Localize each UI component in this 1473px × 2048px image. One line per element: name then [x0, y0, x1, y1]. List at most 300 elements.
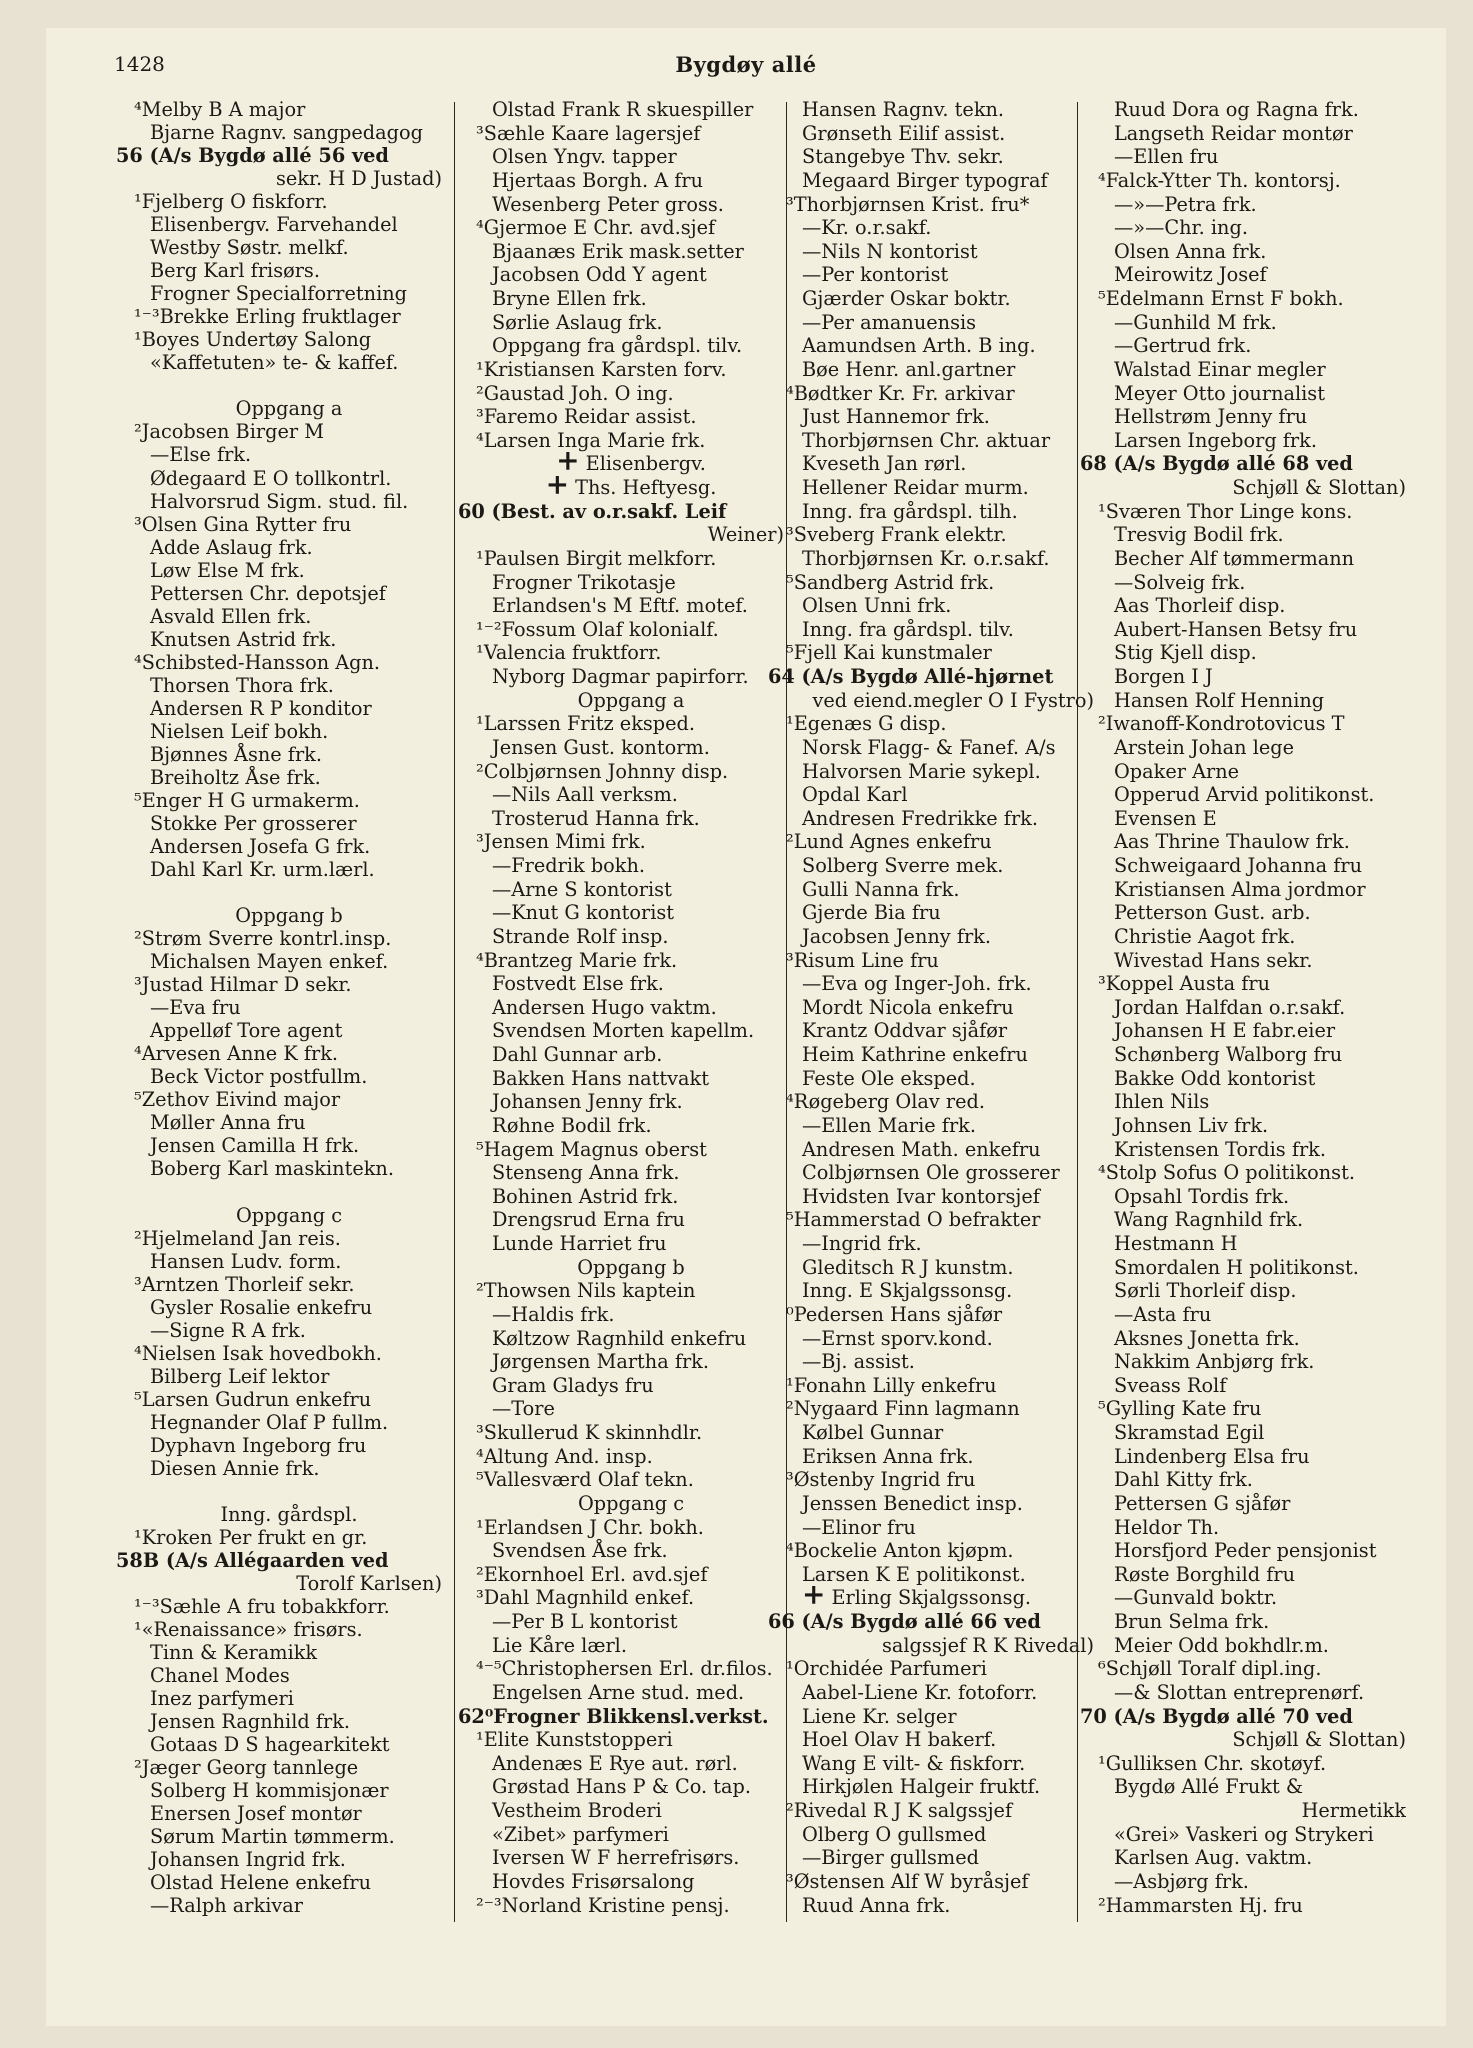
entry-text: 66 (A/s Bygdø allé 66 ved [768, 1610, 1041, 1633]
house-number-entry [768, 665, 1094, 689]
resident-entry [768, 1019, 1094, 1043]
entry-text: Frogner Specialforretning [150, 282, 407, 306]
section-heading [458, 1492, 784, 1516]
resident-entry [768, 807, 1094, 831]
resident-entry [768, 1208, 1094, 1232]
entry-text: Gjærder Oskar boktr. [802, 287, 1011, 310]
resident-entry [1080, 1067, 1406, 1091]
entry-text: Jenssen Benedict insp. [802, 1491, 1023, 1515]
resident-entry [1080, 1138, 1406, 1162]
entry-text: Inng. fra gårdspl. tilh. [802, 499, 1018, 523]
resident-entry [458, 925, 784, 949]
entry-text: Hellener Reidar murm. [802, 476, 1029, 499]
resident-entry [768, 429, 1094, 453]
resident-entry [1080, 1634, 1406, 1658]
entry-text: Grønseth Eilif assist. [802, 121, 1006, 145]
resident-entry [768, 996, 1094, 1020]
entry-text: Vestheim Broderi [492, 1799, 662, 1822]
resident-entry [458, 949, 784, 973]
resident-entry [768, 216, 1094, 240]
resident-entry [116, 1848, 442, 1871]
resident-entry [116, 858, 442, 881]
resident-entry [1080, 1445, 1406, 1469]
resident-entry [768, 145, 1094, 169]
resident-entry [458, 1586, 784, 1610]
entry-text: Inng. gårdspl. [220, 1502, 358, 1526]
entry-text: Thorsen Thora frk. [150, 673, 334, 697]
resident-entry [1080, 358, 1406, 382]
entry-text: Kristiansen Alma jordmor [1114, 877, 1366, 901]
resident-entry [1080, 760, 1406, 784]
entry-text: Gleditsch R J kunstm. [802, 1255, 1014, 1279]
entry-text: Jensen Camilla H frk. [150, 1134, 360, 1158]
resident-entry [458, 334, 784, 358]
resident-entry [116, 1227, 442, 1250]
entry-text: Weiner) [707, 523, 784, 547]
resident-entry [116, 766, 442, 789]
resident-entry [1080, 1208, 1406, 1232]
entry-text: Lindenberg Elsa fru [1114, 1444, 1310, 1468]
resident-entry [768, 783, 1094, 807]
entry-text: ⁴Altung And. insp. [476, 1444, 653, 1468]
entry-text: «Grei» Vaskeri og Strykeri [1114, 1822, 1374, 1846]
resident-entry [116, 605, 442, 628]
entry-text: ²⁻³Norland Kristine pensj. [476, 1893, 730, 1917]
resident-entry [458, 712, 784, 736]
resident-entry [458, 1327, 784, 1351]
resident-entry [458, 901, 784, 925]
entry-text: ⁵Larsen Gudrun enkefru [134, 1387, 372, 1411]
entry-text: ⁴Stolp Sofus O politikonst. [1098, 1161, 1355, 1185]
entry-text: Becher Alf tømmermann [1114, 546, 1355, 570]
resident-entry [116, 559, 442, 582]
entry-text: Andersen Josefa G frk. [150, 835, 371, 858]
resident-entry [768, 476, 1094, 500]
resident-entry [116, 628, 442, 651]
entry-text: —Eva fru [150, 996, 241, 1020]
entry-text: Oppgang a [235, 397, 343, 421]
entry-text: —Else frk. [150, 443, 252, 467]
entry-text: —Ellen fru [1114, 145, 1219, 169]
house-number-entry [768, 1610, 1094, 1634]
entry-text: ³Olsen Gina Rytter fru [134, 512, 352, 536]
entry-text: Trosterud Hanna frk. [492, 806, 700, 830]
entry-text: Evensen E [1114, 806, 1217, 830]
resident-entry [458, 1799, 784, 1823]
entry-text: Schjøll & Slottan) [1232, 1728, 1406, 1752]
resident-entry [458, 1728, 784, 1752]
resident-entry [458, 1445, 784, 1469]
resident-entry [768, 1185, 1094, 1209]
entry-text: Olstad Frank R skuespiller [492, 98, 754, 121]
entry-text: Skramstad Egil [1114, 1421, 1265, 1444]
resident-entry [458, 807, 784, 831]
entry-text: —Asta fru [1114, 1302, 1212, 1326]
entry-text: Elisenbergv. Farvehandel [150, 213, 398, 237]
street-crossing-icon: + [556, 452, 580, 476]
resident-entry [1080, 429, 1406, 453]
resident-entry [116, 420, 442, 443]
entry-text: Stokke Per grosserer [150, 811, 357, 835]
blank-line [116, 1180, 442, 1203]
entry-text: Møller Anna fru [150, 1111, 306, 1135]
entry-text: Kristensen Tordis frk. [1114, 1137, 1326, 1161]
entry-text: —Knut G kontorist [492, 901, 675, 925]
resident-entry [768, 452, 1094, 476]
resident-entry [116, 720, 442, 743]
section-heading [458, 476, 784, 500]
entry-text: Walstad Einar megler [1114, 357, 1326, 381]
resident-entry [116, 1595, 442, 1618]
resident-entry [458, 122, 784, 146]
entry-text: Nakkim Anbjørg frk. [1114, 1350, 1315, 1374]
resident-entry [768, 263, 1094, 287]
resident-entry [1080, 405, 1406, 429]
directory-column-3 [768, 98, 1094, 1917]
resident-entry [116, 1411, 442, 1434]
blank-line [116, 374, 442, 397]
entry-text: ¹Erlandsen J Chr. bokh. [476, 1515, 704, 1539]
entry-text: ¹Elite Kunststopperi [476, 1728, 673, 1752]
resident-entry [1080, 1775, 1406, 1799]
resident-entry [1080, 594, 1406, 618]
entry-text: Michalsen Mayen enkef. [150, 950, 389, 974]
entry-text: Hirkjølen Halgeir fruktf. [802, 1775, 1041, 1799]
entry-text: ²Iwanoff-Kondrotovicus T [1098, 712, 1345, 736]
house-number-entry [116, 1549, 442, 1572]
resident-entry [1080, 193, 1406, 217]
entry-text: Bryne Ellen frk. [492, 287, 647, 310]
resident-entry [768, 169, 1094, 193]
entry-text: —Kr. o.r.sakf. [802, 216, 932, 240]
entry-text: ⁵Zethov Eivind major [134, 1088, 341, 1112]
resident-entry [1080, 1019, 1406, 1043]
resident-entry [1080, 500, 1406, 524]
resident-entry [458, 1279, 784, 1303]
resident-entry [1080, 1350, 1406, 1374]
resident-entry [458, 1894, 784, 1918]
entry-text: —Per B L kontorist [492, 1610, 678, 1633]
resident-entry [768, 1067, 1094, 1091]
entry-text: sekr. H D Justad) [275, 167, 442, 191]
resident-entry [768, 1397, 1094, 1421]
entry-text: ²Gaustad Joh. O ing. [476, 381, 674, 405]
entry-text: Ødegaard E O tollkontrl. [150, 466, 392, 490]
resident-entry [458, 1090, 784, 1114]
resident-entry [768, 1894, 1094, 1918]
resident-entry [458, 358, 784, 382]
entry-text: —»—Petra frk. [1114, 192, 1257, 216]
resident-entry [768, 1090, 1094, 1114]
entry-text: ¹Sværen Thor Linge kons. [1098, 499, 1353, 523]
entry-text: Meirowitz Josef [1114, 263, 1267, 287]
entry-text: Meier Odd bokhdlr.m. [1114, 1633, 1329, 1657]
resident-entry [768, 1256, 1094, 1280]
entry-text: —Fredrik bokh. [492, 854, 646, 877]
resident-entry [768, 901, 1094, 925]
entry-text: ⁴Larsen Inga Marie frk. [476, 428, 706, 452]
resident-entry [458, 1516, 784, 1540]
resident-entry [458, 263, 784, 287]
resident-entry [116, 1894, 442, 1917]
entry-text: ²Thowsen Nils kaptein [476, 1279, 696, 1303]
entry-text: ⁴Melby B A major [134, 98, 306, 121]
entry-text: Kveseth Jan rørl. [802, 452, 967, 476]
entry-text: Stig Kjell disp. [1114, 641, 1257, 665]
entry-text: Borgen I J [1114, 665, 1213, 688]
entry-text: ¹Boyes Undertøy Salong [134, 328, 372, 352]
entry-text: Jørgensen Martha frk. [492, 1350, 709, 1374]
resident-entry [768, 1374, 1094, 1398]
resident-entry [458, 523, 784, 547]
entry-text: Røste Borghild fru [1114, 1562, 1295, 1586]
entry-text: Johansen Jenny frk. [492, 1090, 683, 1114]
resident-entry [1080, 1539, 1406, 1563]
entry-text: —Ralph arkivar [150, 1894, 303, 1918]
entry-text: «Zibet» parfymeri [492, 1822, 669, 1846]
resident-entry [458, 193, 784, 217]
entry-text: 58B (A/s Allégaarden ved [116, 1548, 389, 1572]
entry-text: Olsen Yngv. tapper [492, 145, 677, 169]
section-heading [458, 1256, 784, 1280]
entry-text: ¹Larssen Fritz eksped. [476, 712, 696, 736]
resident-entry [768, 712, 1094, 736]
entry-text: Ihlen Nils [1114, 1090, 1210, 1114]
entry-text: Westby Søstr. melkf. [150, 236, 349, 260]
resident-entry [458, 1775, 784, 1799]
resident-entry [116, 1572, 442, 1595]
resident-entry [1080, 712, 1406, 736]
section-heading [116, 397, 442, 420]
resident-entry [116, 950, 442, 973]
resident-entry [768, 1539, 1094, 1563]
entry-text: Kølbel Gunnar [802, 1421, 944, 1444]
resident-entry [768, 878, 1094, 902]
entry-text: Bakken Hans nattvakt [492, 1066, 709, 1090]
resident-entry [768, 193, 1094, 217]
resident-entry [768, 641, 1094, 665]
resident-entry [768, 547, 1094, 571]
entry-text: ⁵Gylling Kate fru [1098, 1397, 1262, 1421]
entry-text: ²Jæger Georg tannlege [134, 1756, 359, 1780]
entry-text: ⁴Bødtker Kr. Fr. arkivar [786, 381, 1015, 405]
resident-entry [116, 1710, 442, 1733]
resident-entry [116, 1296, 442, 1319]
resident-entry [1080, 287, 1406, 311]
entry-text: ³Sæhle Kaare lagersjef [476, 121, 701, 145]
resident-entry [1080, 1492, 1406, 1516]
entry-text: ⁵Edelmann Ernst F bokh. [1098, 287, 1344, 310]
resident-entry [1080, 1846, 1406, 1870]
entry-text: ⁰Pedersen Hans sjåfør [786, 1302, 1003, 1326]
resident-entry [1080, 334, 1406, 358]
resident-entry [116, 1434, 442, 1457]
entry-text: Torolf Karlsen) [296, 1572, 442, 1595]
entry-text: Andresen Math. enkefru [802, 1137, 1041, 1161]
resident-entry [768, 311, 1094, 335]
resident-entry [116, 1134, 442, 1157]
entry-text: Dahl Karl Kr. urm.lærl. [150, 858, 375, 882]
resident-entry [1080, 1799, 1406, 1823]
entry-text: Oppgang fra gårdspl. tilv. [492, 334, 743, 358]
entry-text: Just Hannemor frk. [802, 405, 990, 429]
entry-text: Sveass Rolf [1114, 1373, 1227, 1397]
resident-entry [458, 1846, 784, 1870]
resident-entry [768, 1468, 1094, 1492]
resident-entry [1080, 854, 1406, 878]
resident-entry [1080, 1232, 1406, 1256]
entry-text: 64 (A/s Bygdø Allé-hjørnet [768, 665, 1054, 688]
entry-text: Schweigaard Johanna fru [1114, 854, 1363, 877]
resident-entry [116, 259, 442, 282]
entry-text: ²Lund Agnes enkefru [786, 830, 992, 854]
resident-entry [458, 1610, 784, 1634]
entry-text: Jensen Gust. kontorm. [492, 735, 710, 759]
resident-entry [1080, 830, 1406, 854]
resident-entry [116, 1733, 442, 1756]
entry-text: ³Sveberg Frank elektr. [786, 523, 1007, 547]
entry-text: Feste Ole eksped. [802, 1066, 976, 1090]
entry-text: ¹⁻³Sæhle A fru tobakkforr. [134, 1595, 390, 1619]
entry-text: ²Colbjørnsen Johnny disp. [476, 759, 729, 783]
resident-entry [768, 1138, 1094, 1162]
entry-text: —Gunhild M frk. [1114, 310, 1277, 334]
entry-text: Meyer Otto journalist [1114, 381, 1325, 405]
entry-text: ³Thorbjørnsen Krist. fru* [786, 192, 1030, 216]
house-number-entry [1080, 452, 1406, 476]
resident-entry [768, 925, 1094, 949]
entry-text: ⁴Bockelie Anton kjøpm. [786, 1539, 1014, 1563]
resident-entry [768, 122, 1094, 146]
entry-text: «Kaffetuten» te- & kaffef. [150, 351, 399, 375]
resident-entry [768, 1421, 1094, 1445]
entry-text: Opdal Karl [802, 783, 908, 807]
entry-text: Ths. Heftyesg. [575, 476, 717, 499]
entry-text: Lie Kåre lærl. [492, 1633, 627, 1657]
resident-entry [1080, 736, 1406, 760]
resident-entry [458, 996, 784, 1020]
entry-text: ved eiend.megler O I Fystro) [812, 688, 1094, 712]
resident-entry [458, 1067, 784, 1091]
entry-text: Sørlie Aslaug frk. [492, 310, 663, 334]
resident-entry [116, 1618, 442, 1641]
resident-entry [458, 1539, 784, 1563]
page-title: Bygdøy allé [675, 52, 817, 77]
entry-text: —Ingrid frk. [802, 1232, 922, 1255]
resident-entry [458, 405, 784, 429]
resident-entry [116, 1825, 442, 1848]
entry-text: ⁵Vallesværd Olaf tekn. [476, 1468, 694, 1492]
entry-text: Boberg Karl maskintekn. [150, 1157, 394, 1181]
resident-entry [116, 674, 442, 697]
entry-text: Gulli Nanna frk. [802, 877, 960, 901]
resident-entry [116, 1756, 442, 1779]
resident-entry [116, 789, 442, 812]
resident-entry [116, 1088, 442, 1111]
resident-entry [768, 240, 1094, 264]
blank-line [116, 881, 442, 904]
entry-text: ⁴Arvesen Anne K frk. [134, 1042, 339, 1066]
entry-text: Tresvig Bodil frk. [1114, 523, 1284, 547]
entry-text: ⁵Fjell Kai kunstmaler [786, 641, 992, 665]
resident-entry [458, 878, 784, 902]
resident-entry [1080, 1468, 1406, 1492]
resident-entry [768, 1705, 1094, 1729]
entry-text: Andresen Fredrikke frk. [802, 806, 1038, 830]
entry-text: —Ellen Marie frk. [802, 1113, 976, 1137]
entry-text: Gram Gladys fru [492, 1373, 654, 1397]
resident-entry [116, 697, 442, 720]
entry-text: Solberg H kommisjonær [150, 1779, 389, 1803]
entry-text: Heim Kathrine enkefru [802, 1043, 1028, 1066]
resident-entry [458, 1208, 784, 1232]
resident-entry [116, 305, 442, 328]
resident-entry [768, 382, 1094, 406]
entry-text: Røhne Bodil frk. [492, 1113, 652, 1137]
entry-text: Erling Skjalgssonsg. [831, 1586, 1032, 1610]
resident-entry [458, 618, 784, 642]
column-divider [454, 102, 455, 1922]
entry-text: Olberg O gullsmed [802, 1822, 987, 1846]
entry-text: ⁴Nielsen Isak hovedbokh. [134, 1341, 382, 1365]
street-crossing-icon: + [545, 476, 570, 500]
entry-text: Gjerde Bia fru [802, 901, 941, 925]
entry-text: Aamundsen Arth. B ing. [802, 334, 1036, 358]
resident-entry [1080, 1657, 1406, 1681]
entry-text: Norsk Flagg- & Fanef. A/s [802, 735, 1056, 759]
resident-entry [1080, 925, 1406, 949]
entry-text: Colbjørnsen Ole grosserer [802, 1161, 1060, 1185]
entry-text: ⁴Schibsted-Hansson Agn. [134, 650, 381, 674]
resident-entry [768, 98, 1094, 122]
entry-text: Appelløf Tore agent [150, 1019, 343, 1043]
resident-entry [768, 1303, 1094, 1327]
resident-entry [116, 490, 442, 513]
resident-entry [768, 1445, 1094, 1469]
resident-entry [768, 287, 1094, 311]
entry-text: Bohinen Astrid frk. [492, 1184, 679, 1208]
entry-text: Wivestad Hans sekr. [1114, 948, 1313, 972]
entry-text: Pettersen Chr. depotsjef [150, 581, 386, 605]
entry-text: ¹Kroken Per frukt en gr. [134, 1525, 368, 1549]
resident-entry [768, 523, 1094, 547]
entry-text: Hestmann H [1114, 1232, 1238, 1255]
resident-entry [768, 1657, 1094, 1681]
resident-entry [1080, 1681, 1406, 1705]
resident-entry [458, 641, 784, 665]
resident-entry [1080, 523, 1406, 547]
entry-text: Brun Selma frk. [1114, 1610, 1270, 1633]
resident-entry [116, 213, 442, 236]
entry-text: ²Rivedal R J K salgssjef [786, 1799, 1013, 1822]
entry-text: Elisenbergv. [585, 452, 706, 476]
resident-entry [458, 1138, 784, 1162]
directory-page [46, 28, 1446, 2026]
directory-column-4 [1080, 98, 1406, 1917]
entry-text: Karlsen Aug. vaktm. [1114, 1846, 1313, 1870]
entry-text: Inez parfymeri [150, 1687, 294, 1711]
resident-entry [458, 594, 784, 618]
entry-text: Langseth Reidar montør [1114, 121, 1353, 145]
resident-entry [1080, 1327, 1406, 1351]
entry-text: Ruud Anna frk. [802, 1893, 951, 1917]
resident-entry [1080, 618, 1406, 642]
entry-text: Dahl Kitty frk. [1114, 1468, 1253, 1492]
entry-text: Halvorsen Marie sykepl. [802, 759, 1041, 783]
resident-entry [458, 1397, 784, 1421]
entry-text: Hansen Ludv. form. [150, 1249, 342, 1273]
resident-entry [458, 1303, 784, 1327]
